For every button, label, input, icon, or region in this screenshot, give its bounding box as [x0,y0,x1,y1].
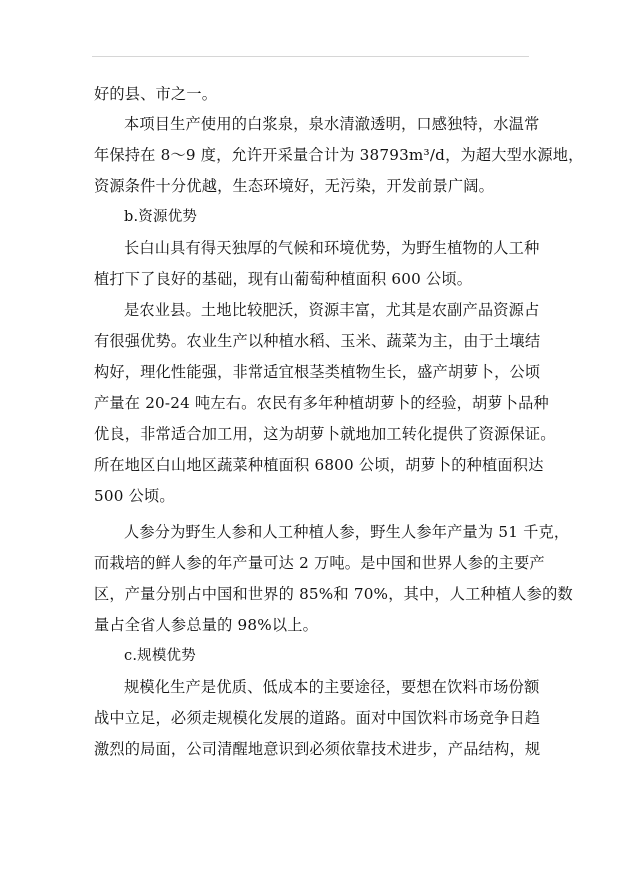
text-line: 资源条件十分优越，生态环境好，无污染，开发前景广阔。 [94,177,495,195]
text-line: 战中立足，必须走规模化发展的道路。面对中国饮料市场竞争日趋 [94,709,541,727]
text-line: 长白山具有得天独厚的气候和环境优势，为野生植物的人工种 [124,239,540,257]
text-line: 所在地区白山地区蔬菜种植面积 6800 公顷，胡萝卜的种植面积达 [94,456,544,474]
text-line: 构好，理化性能强，非常适宜根茎类植物生长，盛产胡萝卜，公顷 [94,363,541,381]
section-heading-b: b.资源优势 [124,209,198,225]
text-line: 是农业县。土地比较肥沃，资源丰富，尤其是农副产品资源占 [124,301,540,319]
text-line: 500 公顷。 [94,487,175,505]
text-line: 优良，非常适合加工用，这为胡萝卜就地加工转化提供了资源保证。 [94,425,556,443]
text-line: 量占全省人参总量的 98%以上。 [94,616,319,634]
text-line: 激烈的局面，公司清醒地意识到必须依靠技术进步，产品结构，规 [94,740,541,758]
text-line: 区，产量分别占中国和世界的 85%和 70%，其中，人工种植人参的数 [94,585,573,603]
text-line: 规模化生产是优质、低成本的主要途径，要想在饮料市场份额 [124,678,540,696]
text-line: 人参分为野生人参和人工种植人参，野生人参年产量为 51 千克， [124,523,570,541]
text-line: 本项目生产使用的白浆泉，泉水清澈透明，口感独特，水温常 [124,115,540,133]
text-line: 而栽培的鲜人参的年产量可达 2 万吨。是中国和世界人参的主要产 [94,554,545,572]
text-line: 产量在 20-24 吨左右。农民有多年种植胡萝卜的经验，胡萝卜品种 [94,394,549,412]
header-rule [92,56,529,57]
text-line: 好的县、市之一。 [94,85,218,103]
text-line: 植打下了良好的基础，现有山葡萄种植面积 600 公顷。 [94,270,473,288]
text-line: 年保持在 8～9 度，允许开采量合计为 38793m³/d，为超大型水源地， [94,146,584,164]
section-heading-c: c.规模优势 [124,648,196,664]
text-line: 有很强优势。农业生产以种植水稻、玉米、蔬菜为主，由于土壤结 [94,332,541,350]
